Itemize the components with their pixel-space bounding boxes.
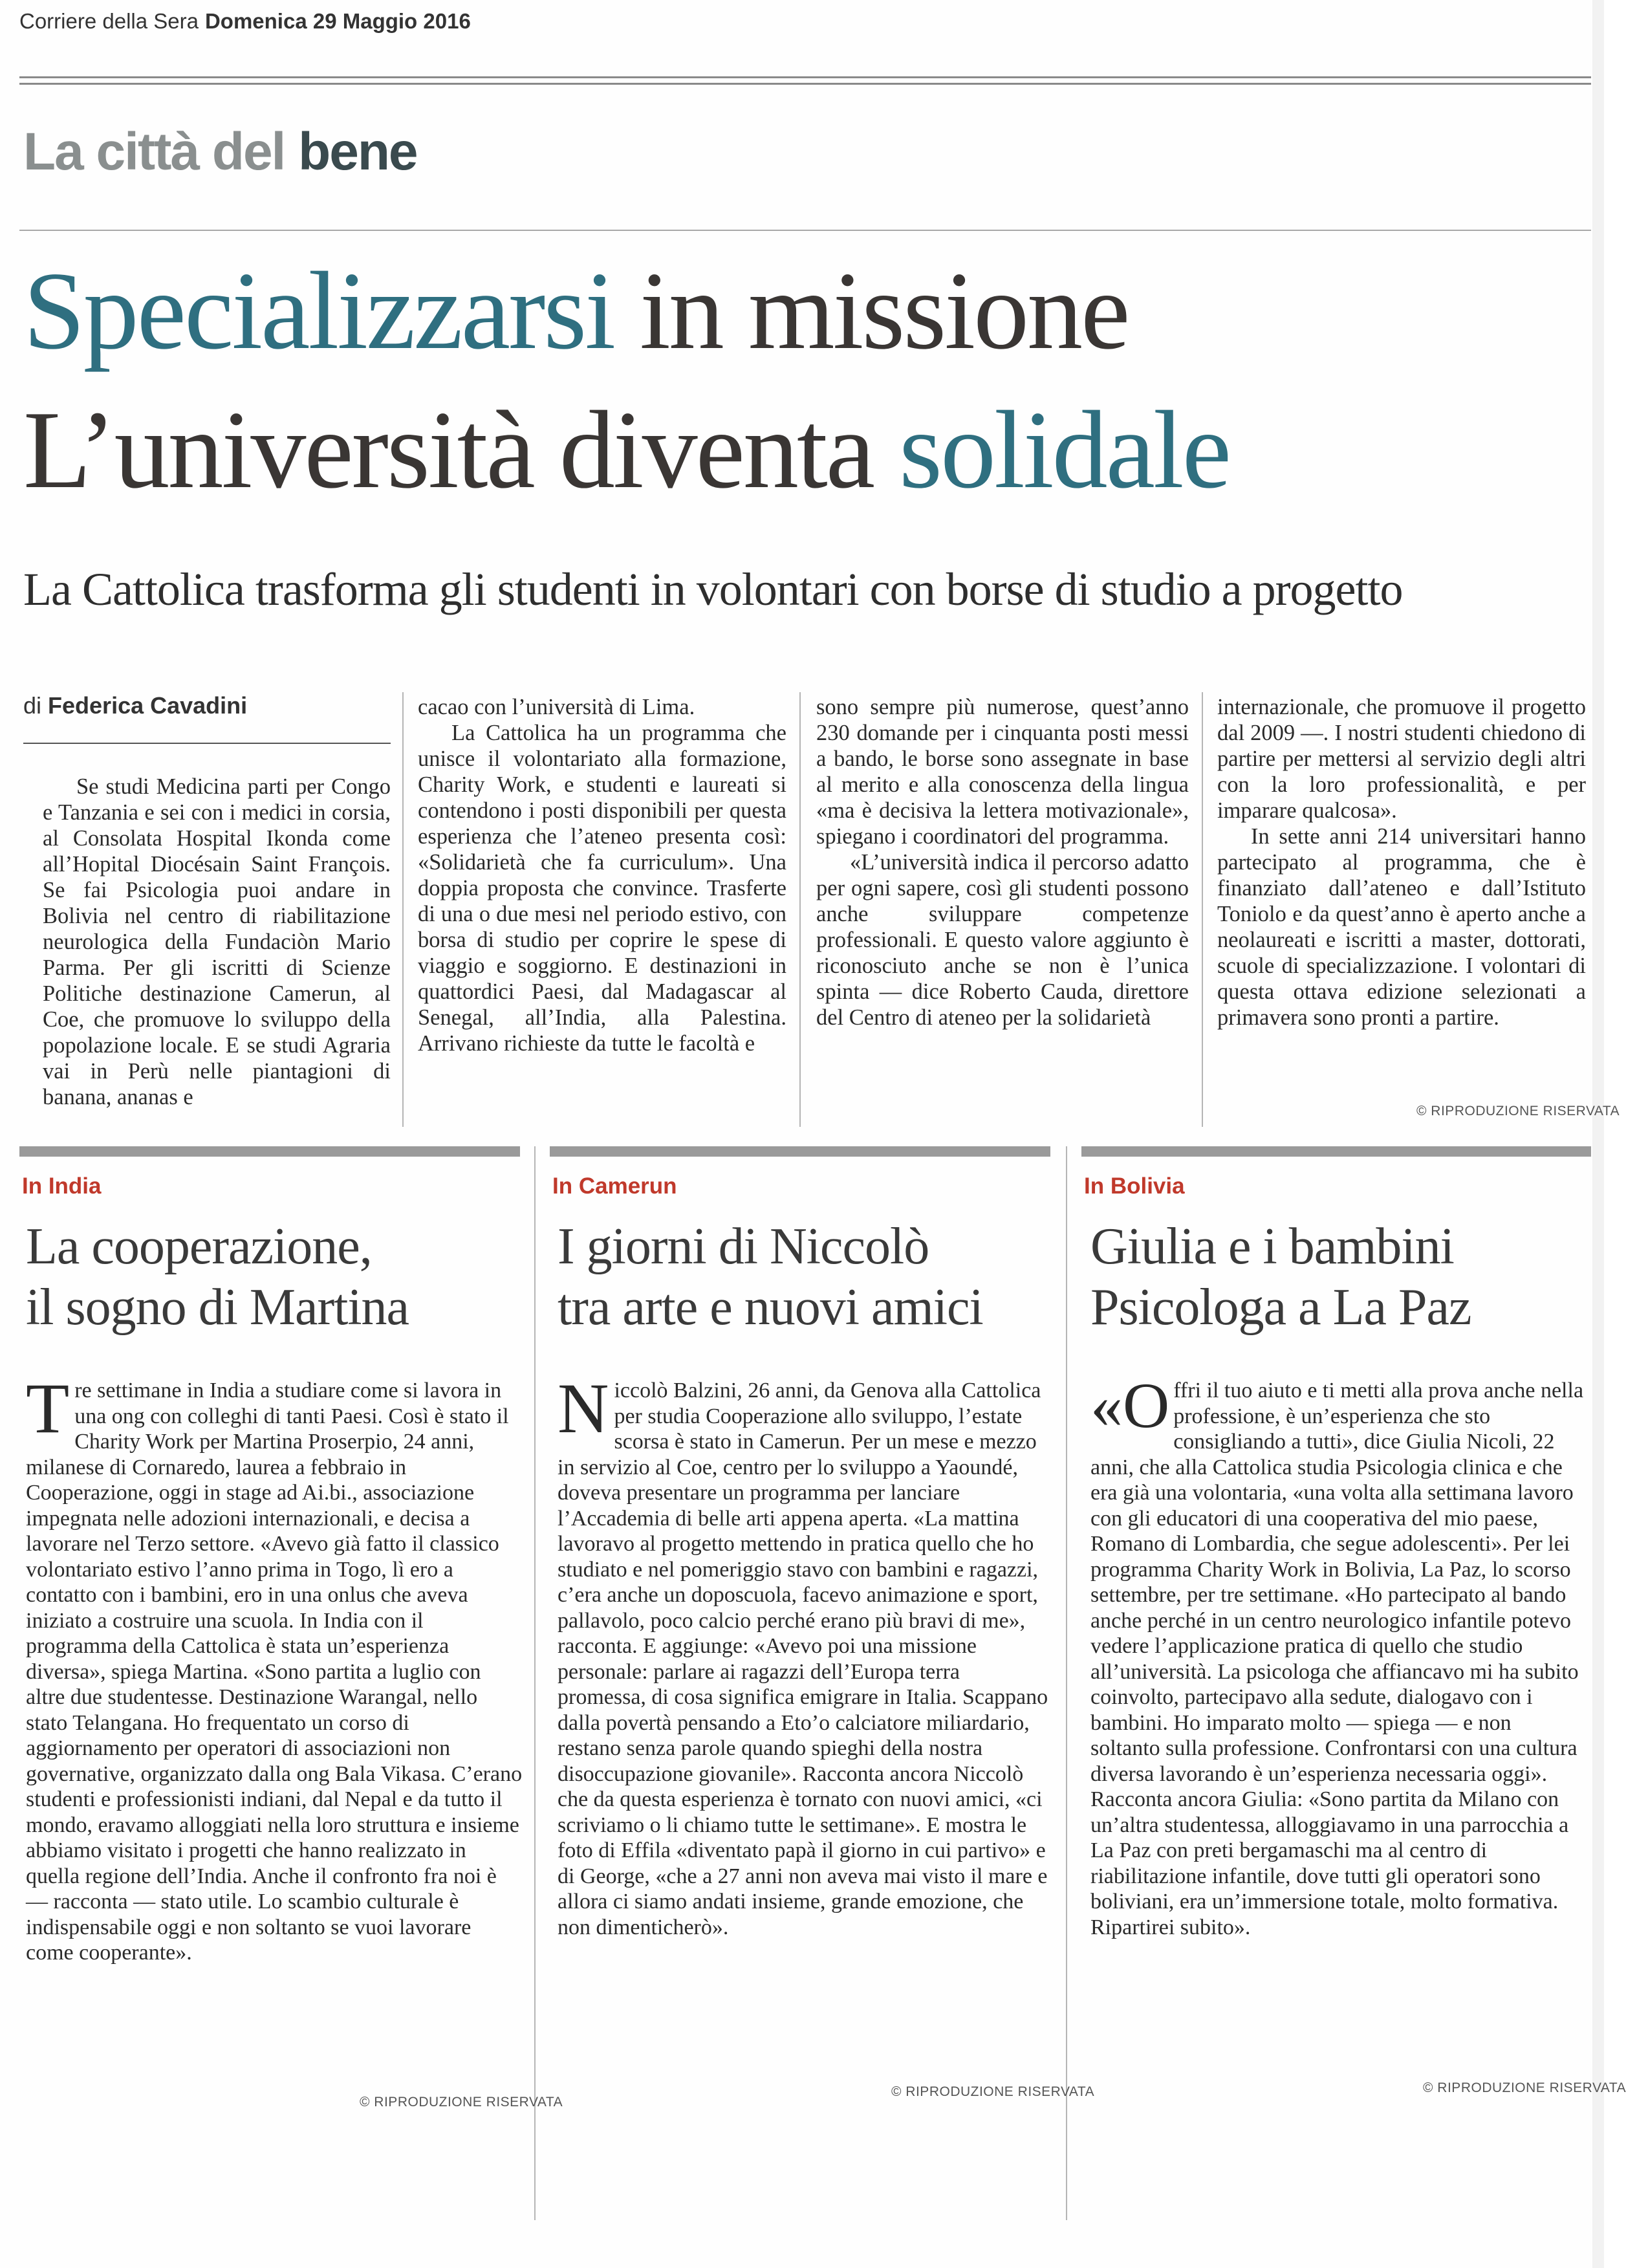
byline-author: Federica Cavadini (48, 692, 248, 719)
box-divider (534, 1146, 536, 2220)
article-column-2 (418, 694, 786, 1056)
drop-cap: T (26, 1369, 70, 1448)
drop-cap: «O (1090, 1369, 1170, 1441)
box-title-line: Psicologa a La Paz (1090, 1279, 1471, 1336)
article-paragraph: In sette anni 214 universitari hanno partecipato al programma, che è finanziato dall’ateneo e dall’Istituto Toniolo e da quest’anno è aperto anche a neolaureati e iscritti a master, dottorati, scuole di specializzazione. I volontari di questa ottava edizione selezionati a primavera sono pronti a partire. (1217, 824, 1586, 1030)
box-title-line: il sogno di Martina (26, 1279, 409, 1336)
copyright-note: © RIPRODUZIONE RISERVATA (360, 2095, 563, 2110)
article-paragraph: Se studi Medicina parti per Congo e Tanzania e sei con i medici in corsia, al Consolata Hospital Ikonda come all’Hopital Diocésain Saint François. Se fai Psicologia puoi andare in Bolivia nel centro di riabilitazione neurologica della Fundaciòn Mario Parma. Per gli iscritti di Scienze Politiche destinazione Camerun, al Coe, che promuove lo sviluppo della popolazione locale. E se studi Agraria vai in Perù nelle piantagioni di banana, ananas e (43, 774, 391, 1109)
box-title (558, 1216, 1062, 1338)
section-label-main: bene (298, 122, 417, 181)
box-title-line: I giorni di Niccolò (558, 1218, 929, 1275)
headline-line-2 (23, 389, 1230, 512)
drop-cap: N (558, 1369, 609, 1448)
box-title (1090, 1216, 1588, 1338)
headline-accent-word: Specializzarsi (23, 250, 614, 373)
box-title-line: Giulia e i bambini (1090, 1218, 1454, 1275)
article-paragraph: internazionale, che promuove il progetto dal 2009 —. I nostri studenti chiedono di partire per mettersi al servizio degli altri con la loro professionalità, e per imparare qualcosa». (1217, 695, 1586, 823)
box-body (26, 1369, 524, 1966)
box-bar (1081, 1146, 1591, 1157)
subheadline: La Cattolica trasforma gli studenti in volontari con borse di studio a progetto (23, 563, 1403, 615)
article-column-3 (816, 694, 1189, 1030)
section-label (23, 122, 417, 182)
byline-prefix: di (23, 692, 49, 719)
masthead (19, 9, 471, 34)
headline-line-1-rest: in missione (614, 250, 1129, 373)
headline-line-1 (23, 250, 1129, 373)
top-rule-second (19, 83, 1591, 85)
copyright-note: © RIPRODUZIONE RISERVATA (1423, 2080, 1626, 2095)
issue-date: Domenica 29 Maggio 2016 (204, 9, 471, 33)
byline (23, 692, 247, 719)
box-body (1090, 1369, 1586, 1940)
box-body (558, 1369, 1053, 1940)
paper-edge (1592, 0, 1604, 2268)
headline-accent-word-2: solidale (899, 389, 1230, 512)
box-title-line: La cooperazione, (26, 1218, 372, 1275)
copyright-note: © RIPRODUZIONE RISERVATA (1416, 1104, 1620, 1118)
top-rule (19, 76, 1591, 78)
box-location-tag: In India (22, 1173, 102, 1199)
copyright-note: © RIPRODUZIONE RISERVATA (891, 2084, 1095, 2099)
article-paragraph: cacao con l’università di Lima. (418, 695, 695, 719)
headline-line-2-rest: L’università diventa (23, 389, 900, 512)
box-bar (19, 1146, 520, 1157)
article-column-4 (1217, 694, 1586, 1030)
article-paragraph: sono sempre più numerose, quest’anno 230 domande per i cinquanta posti messi a bando, le borse sono assegnate in base al merito e alla conoscenza della lingua «ma è decisiva la lettera motivazionale», spiegano i coordinatori del programma. (816, 695, 1189, 849)
section-rule (19, 230, 1591, 231)
box-bar (550, 1146, 1050, 1157)
box-body-text: ffri il tuo aiuto e ti metti alla prova anche nella professione, è un’esperienza che sto consigliando a tutti», dice Giulia Nicoli, 22 anni, che alla Cattolica studia Psicologia clinica e che era già una volontaria, «una volta alla settimana lavoro con gli educatori di una cooperativa del mio paese, Romano di Lombardia, che segue adolescenti». Per lei programma Charity Work in Bolivia, La Paz, lo scorso settembre, per tre settimane. «Ho partecipato al bando anche perché in un centro neurologico infantile potevo vedere l’applicazione pratica di quello che studio all’università. La psicologa che affiancavo mi ha subito coinvolto, partecipavo alla sedute, dialogavo con i bambini. Ho imparato molto — spiega — e non soltanto sulla professione. Confrontarsi con una cultura diversa lavorando è un’esperienza necessaria oggi». Racconta ancora Giulia: «Sono partita da Milano con un’altra studentessa, alloggiavamo in una parrocchia a La Paz con preti bergamaschi ma al centro di riabilitazione infantile, dove tutti gli operatori sono boliviani, era un’immersione totale, molto formativa. Ripartirei subito». (1090, 1379, 1584, 1939)
box-divider (1066, 1146, 1067, 2220)
box-body-text: re settimane in India a studiare come si lavora in una ong con colleghi di tanti Paesi. Così è stato il Charity Work per Martina Proserpio, 24 anni, milanese di Cornaredo, laurea a febbraio in Cooperazione, oggi in stage ad Ai.bi., associazione impegnata nelle adozioni internazionali, e decisa a lavorare nel Terzo settore. «Avevo già fatto il classico volontariato estivo l’anno prima in Togo, lì ero a contatto con i bambini, ero in una onlus che aveva iniziato a costruire una scuola. In India con il programma della Cattolica è stata un’esperienza diversa», spiega Martina. «Sono partita a luglio con altre due studentesse. Destinazione Warangal, nello stato Telangana. Ho frequentato un corso di aggiornamento per operatori di associazioni non governative, organizzato dalla ong Bala Vikasa. C’erano studenti e professionisti indiani, dal Nepal e da tutto il mondo, eravamo alloggiati nella loro struttura e insieme abbiamo visitato i progetti che hanno realizzato in quella regione dell’India. Anche il confronto fra noi è — racconta — stato utile. Lo scambio culturale è indispensabile oggi e non soltanto se vuoi lavorare come cooperante». (26, 1379, 523, 1965)
box-location-tag: In Camerun (552, 1173, 677, 1199)
newspaper-name: Corriere della Sera (19, 9, 199, 33)
article-paragraph: «L’università indica il percorso adatto per ogni sapere, così gli studenti possono anche sviluppare competenze professionali. E questo valore aggiunto è riconosciuto anche se non è l’unica spinta — dice Roberto Cauda, direttore del Centro di ateneo per la solidarietà (816, 850, 1189, 1030)
column-divider (799, 692, 801, 1127)
box-title-line: tra arte e nuovi amici (558, 1279, 983, 1336)
article-column-1 (43, 774, 391, 1110)
byline-rule (23, 743, 391, 744)
box-location-tag: In Bolivia (1084, 1173, 1185, 1199)
column-divider (1202, 692, 1203, 1127)
column-divider (402, 692, 404, 1127)
section-label-lead: La città del (23, 122, 285, 181)
box-title (26, 1216, 524, 1338)
box-body-text: iccolò Balzini, 26 anni, da Genova alla Cattolica per studia Cooperazione allo sviluppo, l’estate scorsa è stato in Camerun. Per un mese e mezzo in servizio al Coe, centro per lo sviluppo a Yaoundé, doveva presentare un programma per lanciare l’Accademia di belle arti appena aperta. «La mattina lavoravo al progetto mettendo in pratica quello che ho studiato e nel pomeriggio stavo con bambini e ragazzi, c’era anche un doposcuola, facevo animazione e sport, pallavolo, poco calcio perché erano più bravi di me», racconta. E aggiunge: «Avevo poi una missione personale: parlare ai ragazzi dell’Europa terra promessa, di cosa significa emigrare in Italia. Scappano dalla povertà pensando a Eto’o calciatore miliardario, restano senza parole quando spieghi della nostra disoccupazione giovanile». Racconta ancora Niccolò che da questa esperienza è tornato con nuovi amici, «ci scriviamo o li chiamo tutte le settimane». E mostra le foto di Effila «diventato papà il giorno in cui partivo» e di George, «che a 27 anni non aveva mai visto il mare e allora ci siamo andati insieme, grande emozione, che non dimenticherò». (558, 1379, 1048, 1939)
article-paragraph: La Cattolica ha un programma che unisce il volontariato alla formazione, Charity Work, e studenti e laureati si contendono i posti disponibili per questa esperienza che l’ateneo presenta così: «Solidarietà che fa curriculum». Una doppia proposta che convince. Trasferte di una o due mesi nel periodo estivo, con borsa di studio per coprire le spese di viaggio e soggiorno. E destinazioni in quattordici Paesi, dal Madagascar al Senegal, all’India, alla Palestina. Arrivano richieste da tutte le facoltà e (418, 721, 786, 1056)
